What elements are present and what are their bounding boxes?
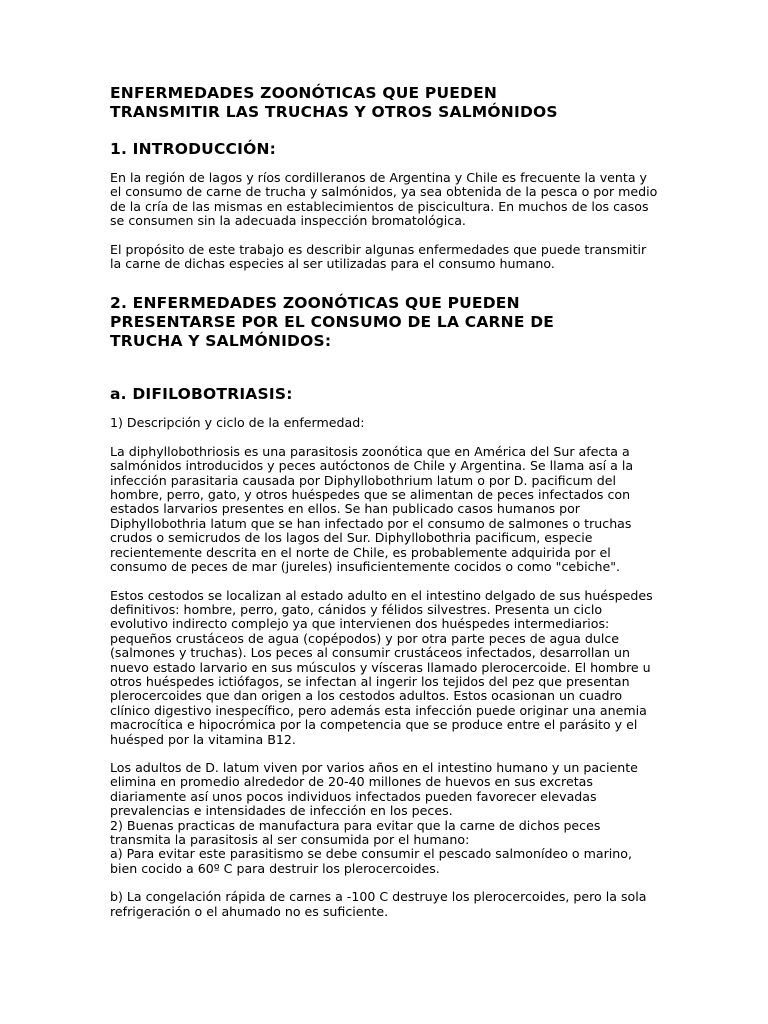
section-2-heading-line-1: 2. ENFERMEDADES ZOONÓTICAS QUE PUEDEN <box>110 294 520 313</box>
section-a-subheading: 1) Descripción y ciclo de la enfermedad: <box>110 415 365 431</box>
document-page <box>110 84 660 919</box>
section-a-paragraph-1: La diphyllobothriosis es una parasitosis zoonótica que en América del Sur afecta a salmónidos introducidos y peces autóctonos de Chile y Argentina. Se llama así a la infección parasitaria causada por Diphyllobothrium latum o por D. pacificum del hombre, perro, gato, y otros huéspedes que se alimentan de peces infectados con estados larvarios presentes en ellos. Se han publicado casos humanos por Diphyllobothria latum que se han infectado por el consumo de salmones o truchas crudos o semicrudos de los lagos del Sur. Diphyllobothria pacificum, especie recientemente descrita en el norte de Chile, es probablemente adquirida por el consumo de peces de mar (jureles) insuficientemente cocidos o como "cebiche". <box>110 443 634 575</box>
section-a-paragraph-4: 2) Buenas practicas de manufactura para evitar que la carne de dichos peces transmita la parasitosis al ser consumida por el humano: <box>110 817 601 847</box>
document-title <box>110 84 660 122</box>
section-a-paragraph-2: Estos cestodos se localizan al estado adulto en el intestino delgado de sus huéspedes definitivos: hombre, perro, gato, cánidos y félidos silvestres. Presenta un ciclo evolutivo indirecto complejo ya que intervienen dos huéspedes intermediarios: pequeños crustáceos de agua (copépodos) y por otra parte peces de agua dulce (salmones y truchas). Los peces al consumir crustáceos infectados, desarrollan un nuevo estado larvario en sus músculos y vísceras llamado plerocercoide. El hombre u otros huéspedes ictiófagos, se infectan al ingerir los tejidos del pez que presentan plerocercoides que dan origen a los cestodos adultos. Estos ocasionan un cuadro clínico digestivo inespecífico, pero además esta infección puede originar una anemia macrocítica e hipocrómica por la competencia que se produce entre el parásito y el huésped por la vitamina B12. <box>110 587 653 747</box>
title-line-2: TRANSMITIR LAS TRUCHAS Y OTROS SALMÓNIDOS <box>110 103 558 121</box>
intro-paragraph-1: En la región de lagos y ríos cordilleranos de Argentina y Chile es frecuente la venta y el consumo de carne de trucha y salmónidos, ya sea obtenida de la pesca o por medio de la cría de las mismas en establecimientos de piscicultura. En muchos de los casos se consumen sin la adecuada inspección bromatológica. <box>110 170 658 229</box>
intro-paragraph-2: El propósito de este trabajo es describir algunas enfermedades que puede transmitir la carne de dichas especies al ser utilizadas para el consumo humano. <box>110 241 647 272</box>
section-2-heading-line-2: PRESENTARSE POR EL CONSUMO DE LA CARNE DE <box>110 313 555 332</box>
section-a-paragraph-6: b) La congelación rápida de carnes a -100 C destruye los plerocercoides, pero la sola refrigeración o el ahumado no es suficiente. <box>110 889 647 919</box>
title-line-1: ENFERMEDADES ZOONÓTICAS QUE PUEDEN <box>110 84 498 102</box>
section-1-heading: 1. INTRODUCCIÓN: <box>110 140 277 158</box>
section-2-heading <box>110 294 660 351</box>
section-a-paragraph-3: Los adultos de D. latum viven por varios años en el intestino humano y un paciente elimina en promedio alrededor de 20-40 millones de huevos en sus excretas diariamente así unos pocos individuos infectados pueden favorecer elevadas prevalencias e intensidades de infección en los peces. <box>110 759 638 819</box>
section-2-heading-line-3: TRUCHA Y SALMÓNIDOS: <box>110 332 332 351</box>
section-a-heading: a. DIFILOBOTRIASIS: <box>110 385 293 404</box>
section-a-paragraph-5: a) Para evitar este parasitismo se debe consumir el pescado salmonídeo o marino, bien cocido a 60º C para destruir los plerocercoides. <box>110 846 632 876</box>
